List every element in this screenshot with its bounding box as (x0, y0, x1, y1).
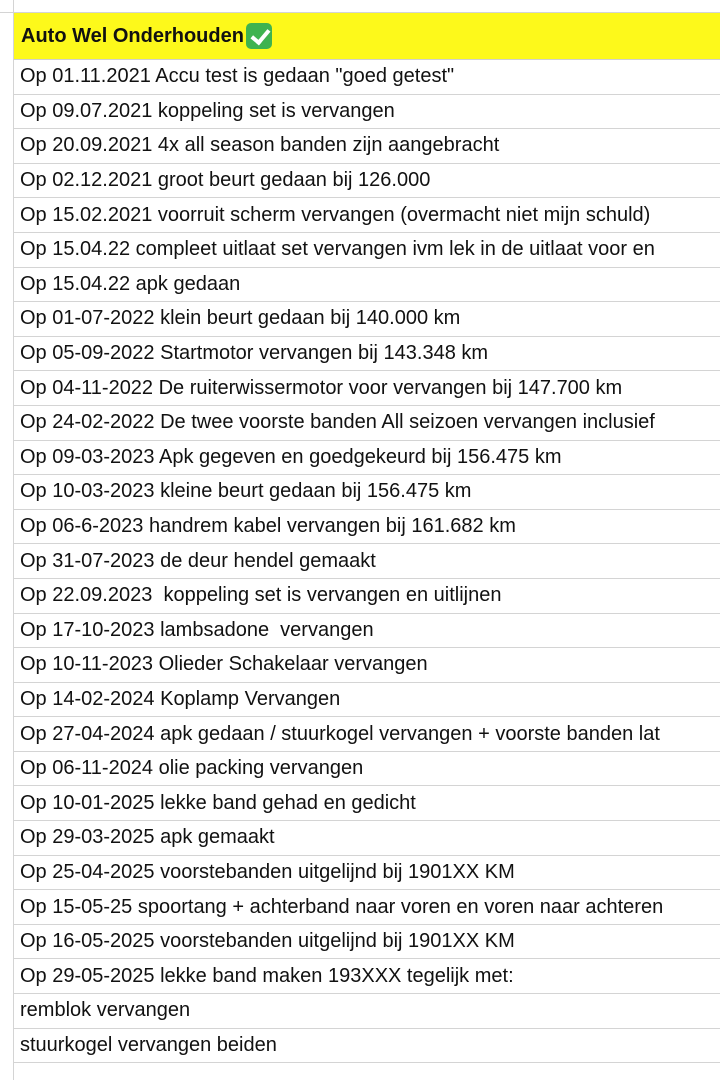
table-row[interactable] (14, 60, 720, 95)
table-row[interactable] (14, 752, 720, 787)
table-row[interactable] (14, 302, 720, 337)
cell-text: Op 29-03-2025 apk gemaakt (20, 826, 275, 849)
cell-text: Op 15-05-25 spoortang + achterband naar voren en voren naar achteren (20, 895, 664, 918)
check-mark-button-icon (246, 23, 272, 49)
cell-text: Op 16-05-2025 voorstebanden uitgelijnd bij 1901XX KM (20, 930, 515, 953)
cell-text: Op 24-02-2022 De twee voorste banden All seizoen vervangen inclusief (20, 411, 655, 434)
table-row[interactable] (14, 890, 720, 925)
table-row[interactable] (14, 648, 720, 683)
table-row[interactable] (14, 95, 720, 130)
cell-text: Op 17-10-2023 lambsadone vervangen (20, 618, 374, 641)
table-row[interactable] (14, 544, 720, 579)
cell-text: Op 22.09.2023 koppeling set is vervangen en uitlijnen (20, 584, 502, 607)
table-row[interactable] (14, 475, 720, 510)
table-row[interactable] (14, 856, 720, 891)
cell-text: Op 09-03-2023 Apk gegeven en goedgekeurd bij 156.475 km (20, 445, 562, 468)
cell-text: Op 15.04.22 apk gedaan (20, 272, 241, 295)
cell-text: Op 02.12.2021 groot beurt gedaan bij 126.000 (20, 169, 431, 192)
table-row[interactable] (14, 717, 720, 752)
table-row[interactable] (14, 614, 720, 649)
table-row[interactable] (14, 683, 720, 718)
table-row[interactable] (14, 337, 720, 372)
table-row[interactable] (14, 821, 720, 856)
cell-text: Op 10-03-2023 kleine beurt gedaan bij 156.475 km (20, 480, 472, 503)
cell-text: Op 25-04-2025 voorstebanden uitgelijnd bij 1901XX KM (20, 860, 515, 883)
cell-text: Op 29-05-2025 lekke band maken 193XXX tegelijk met: (20, 964, 514, 987)
table-row[interactable] (14, 441, 720, 476)
cell-text: Op 10-11-2023 Olieder Schakelaar vervangen (20, 653, 428, 676)
table-row[interactable] (14, 959, 720, 994)
cell-text: Op 10-01-2025 lekke band gehad en gedicht (20, 791, 416, 814)
cell-text: Op 15.02.2021 voorruit scherm vervangen (overmacht niet mijn schuld) (20, 203, 651, 226)
table-row[interactable] (14, 994, 720, 1029)
table-row[interactable] (14, 1029, 720, 1064)
cell-text: Op 01-07-2022 klein beurt gedaan bij 140.000 km (20, 307, 461, 330)
table-row[interactable] (14, 129, 720, 164)
table-row[interactable] (14, 233, 720, 268)
table-row[interactable] (14, 371, 720, 406)
table-row[interactable] (14, 268, 720, 303)
table-row[interactable] (14, 510, 720, 545)
cell-text: remblok vervangen (20, 999, 191, 1022)
table-row[interactable] (14, 198, 720, 233)
cell-text: Op 09.07.2021 koppeling set is vervangen (20, 99, 395, 122)
table-row[interactable] (14, 164, 720, 199)
maintenance-log (14, 60, 720, 1063)
cell-text: Op 06-11-2024 olie packing vervangen (20, 757, 364, 780)
header-title: Auto Wel Onderhouden (21, 24, 244, 47)
cell-text: stuurkogel vervangen beiden (20, 1033, 277, 1056)
cell-text: Op 04-11-2022 De ruiterwissermotor voor vervangen bij 147.700 km (20, 376, 623, 399)
table-row[interactable] (14, 579, 720, 614)
table-row[interactable] (14, 406, 720, 441)
cell-text: Op 20.09.2021 4x all season banden zijn aangebracht (20, 134, 500, 157)
cell-text: Op 14-02-2024 Koplamp Vervangen (20, 687, 341, 710)
cell-text: Op 31-07-2023 de deur hendel gemaakt (20, 549, 376, 572)
table-row[interactable] (14, 786, 720, 821)
header-title-wrap (14, 23, 272, 49)
cell-text: Op 01.11.2021 Accu test is gedaan "goed getest" (20, 65, 455, 88)
table-row[interactable] (14, 925, 720, 960)
cell-text: Op 15.04.22 compleet uitlaat set vervangen ivm lek in de uitlaat voor en (20, 238, 655, 261)
cell-text: Op 27-04-2024 apk gedaan / stuurkogel vervangen + voorste banden lat (20, 722, 660, 745)
cell-text: Op 05-09-2022 Startmotor vervangen bij 143.348 km (20, 342, 489, 365)
cell-text: Op 06-6-2023 handrem kabel vervangen bij 161.682 km (20, 515, 516, 538)
header-cell[interactable] (14, 13, 720, 60)
